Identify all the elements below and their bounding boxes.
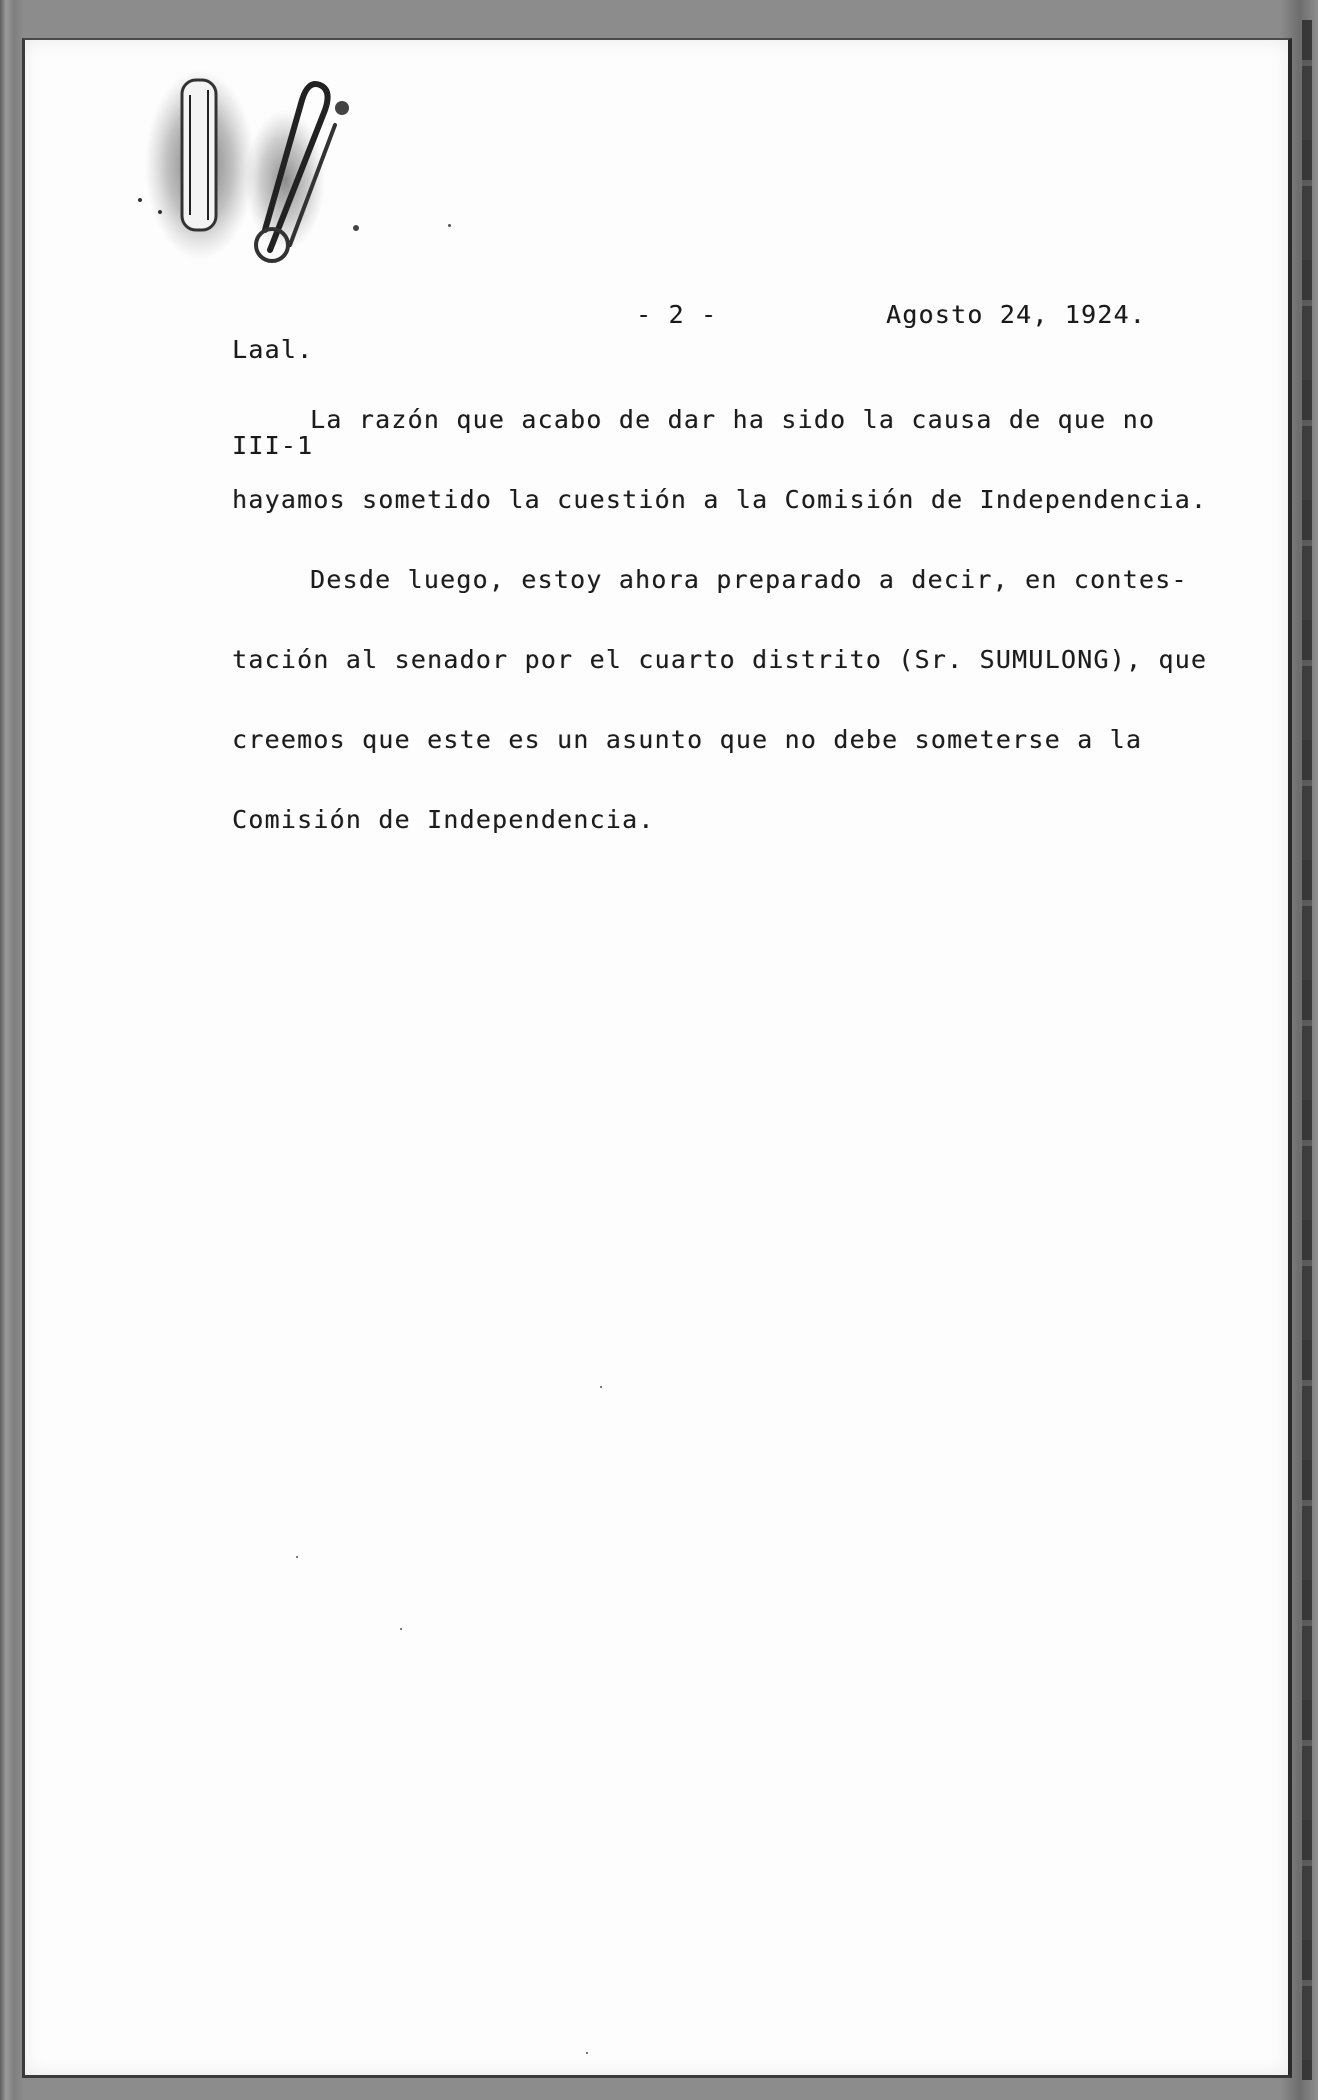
document-code: III-1 xyxy=(232,431,314,460)
document-date: Agosto 24, 1924. xyxy=(886,300,1147,329)
body-line-6: Comisión de Independencia. xyxy=(232,805,655,834)
author-initials: Laal. xyxy=(232,335,314,364)
body-line-2: hayamos sometido la cuestión a la Comisión de Independencia. xyxy=(232,485,1208,514)
dust-speck xyxy=(400,1628,402,1630)
dust-speck xyxy=(600,1386,602,1388)
dust-speck xyxy=(586,2052,588,2054)
body-line-1: La razón que acabo de dar ha sido la causa de que no xyxy=(310,405,1156,434)
dust-speck xyxy=(448,224,451,227)
body-line-4: tación al senador por el cuarto distrito (Sr. SUMULONG), que xyxy=(232,645,1208,674)
dust-speck xyxy=(296,1556,298,1558)
body-line-5: creemos que este es un asunto que no debe someterse a la xyxy=(232,725,1143,754)
page-number: - 2 - xyxy=(636,300,718,329)
body-line-3: Desde luego, estoy ahora preparado a decir, en contes- xyxy=(310,565,1188,594)
paper-clip-stain xyxy=(120,40,380,270)
binding-edge xyxy=(1302,20,1312,2080)
document-sheet xyxy=(22,38,1292,2078)
